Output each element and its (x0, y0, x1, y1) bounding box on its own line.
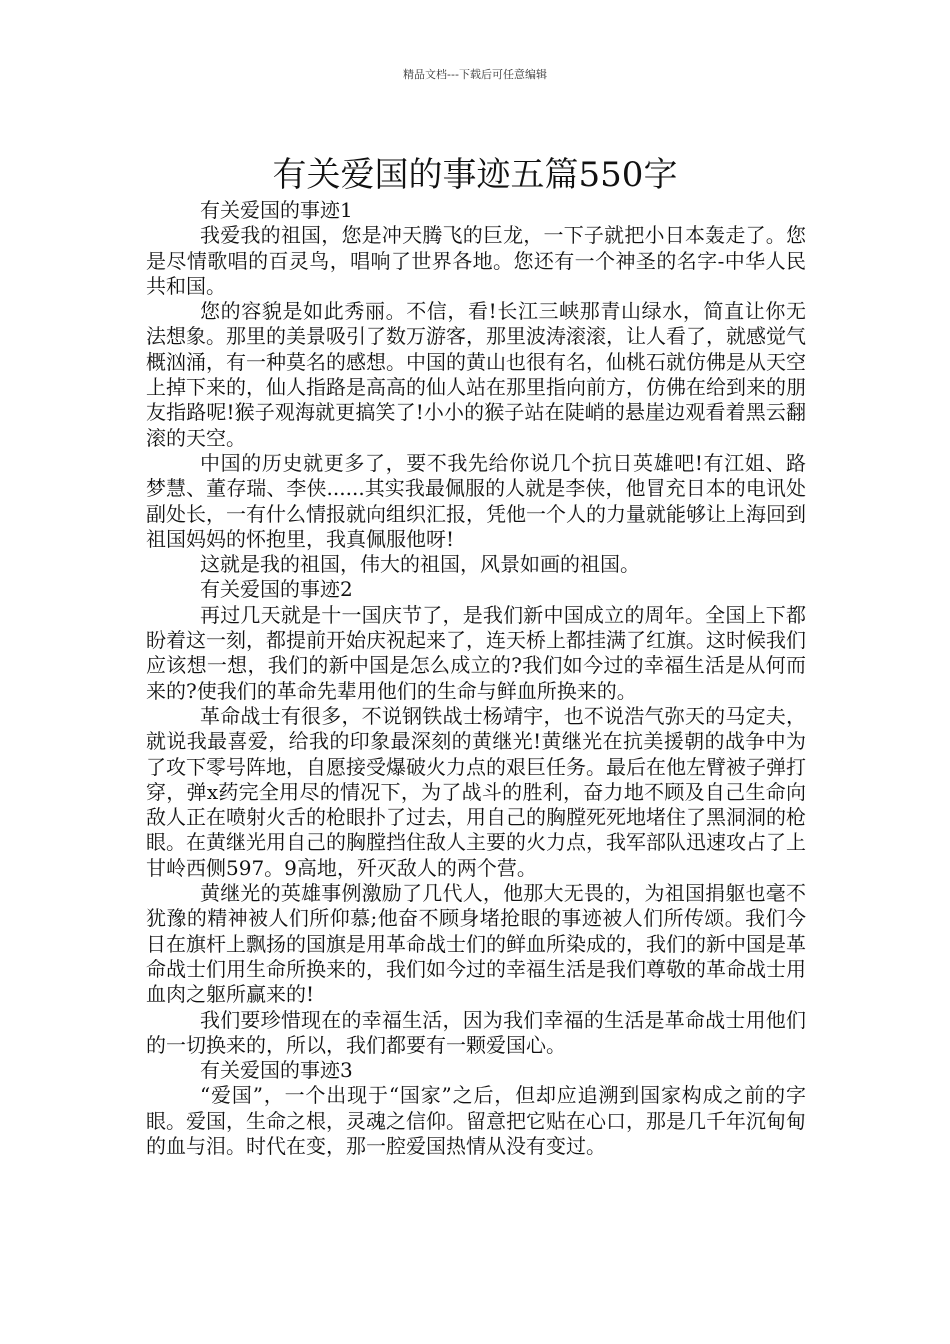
document-title: 有关爱国的事迹五篇550字 (272, 154, 678, 195)
paragraph: 中国的历史就更多了，要不我先给你说几个抗日英雄吧!有江姐、路梦慧、董存瑞、李侠......其实我最佩服的人就是李侠，他冒充日本的电讯处副处长，一有什么情报就向组织汇报，凭他一个人的力量就能够让上海回到祖国妈妈的怀抱里，我真佩服他呀! (146, 450, 806, 551)
document-body (146, 198, 806, 1159)
section-heading-1: 有关爱国的事迹1 (200, 198, 353, 222)
paragraph: 革命战士有很多，不说钢铁战士杨靖宇，也不说浩气弥天的马定夫，就说我最喜爱，给我的印象最深刻的黄继光!黄继光在抗美援朝的战争中为了攻下零号阵地，自愿接受爆破火力点的艰巨任务。最后在他左臂被子弹打穿，弹x药完全用尽的情况下，为了战斗的胜利，奋力地不顾及自己生命向敌人正在喷射火舌的枪眼扑了过去，用自己的胸膛死死地堵住了黑洞洞的枪眼。在黄继光用自己的胸膛挡住敌人主要的火力点，我军部队迅速攻占了上甘岭西侧597。9高地，歼灭敌人的两个营。 (146, 703, 806, 880)
page-header: 精品文档---下载后可任意编辑 (403, 68, 547, 81)
paragraph: 我们要珍惜现在的幸福生活，因为我们幸福的生活是革命战士用他们的一切换来的，所以，我们都要有一颗爱国心。 (146, 1007, 806, 1057)
section-heading-2: 有关爱国的事迹2 (200, 577, 353, 602)
section-heading-3: 有关爱国的事迹3 (200, 1058, 353, 1083)
paragraph: 再过几天就是十一国庆节了，是我们新中国成立的周年。全国上下都盼着这一刻，都提前开始庆祝起来了，连天桥上都挂满了红旗。这时候我们应该想一想，我们的新中国是怎么成立的?我们如今过的幸福生活是从何而来的?使我们的革命先辈用他们的生命与鲜血所换来的。 (146, 602, 806, 703)
paragraph: 您的容貌是如此秀丽。不信，看!长江三峡那青山绿水，简直让你无法想象。那里的美景吸引了数万游客，那里波涛滚滚，让人看了，就感觉气概汹涌，有一种莫名的感想。中国的黄山也很有名，仙桃石就仿佛是从天空上掉下来的，仙人指路是高高的仙人站在那里指向前方，仿佛在给到来的朋友指路呢!猴子观海就更搞笑了!小小的猴子站在陡峭的悬崖边观看着黑云翻滚的天空。 (146, 299, 806, 450)
paragraph: 这就是我的祖国，伟大的祖国，风景如画的祖国。 (200, 552, 640, 577)
paragraph: “爱国”，一个出现于“国家”之后，但却应追溯到国家构成之前的字眼。爱国，生命之根，灵魂之信仰。留意把它贴在心口，那是几千年沉甸甸的血与泪。时代在变，那一腔爱国热情从没有变过。 (146, 1083, 806, 1158)
paragraph: 我爱我的祖国，您是冲天腾飞的巨龙，一下子就把小日本轰走了。您是尽情歌唱的百灵鸟，唱响了世界各地。您还有一个神圣的名字-中华人民共和国。 (146, 223, 806, 298)
paragraph: 黄继光的英雄事例激励了几代人，他那大无畏的，为祖国捐躯也毫不犹豫的精神被人们所仰慕;他奋不顾身堵抢眼的事迹被人们所传颂。我们今日在旗杆上飘扬的国旗是用革命战士们的鲜血所染成的，我们的新中国是革命战士们用生命所换来的，我们如今过的幸福生活是我们尊敬的革命战士用血肉之躯所赢来的! (146, 881, 806, 1007)
